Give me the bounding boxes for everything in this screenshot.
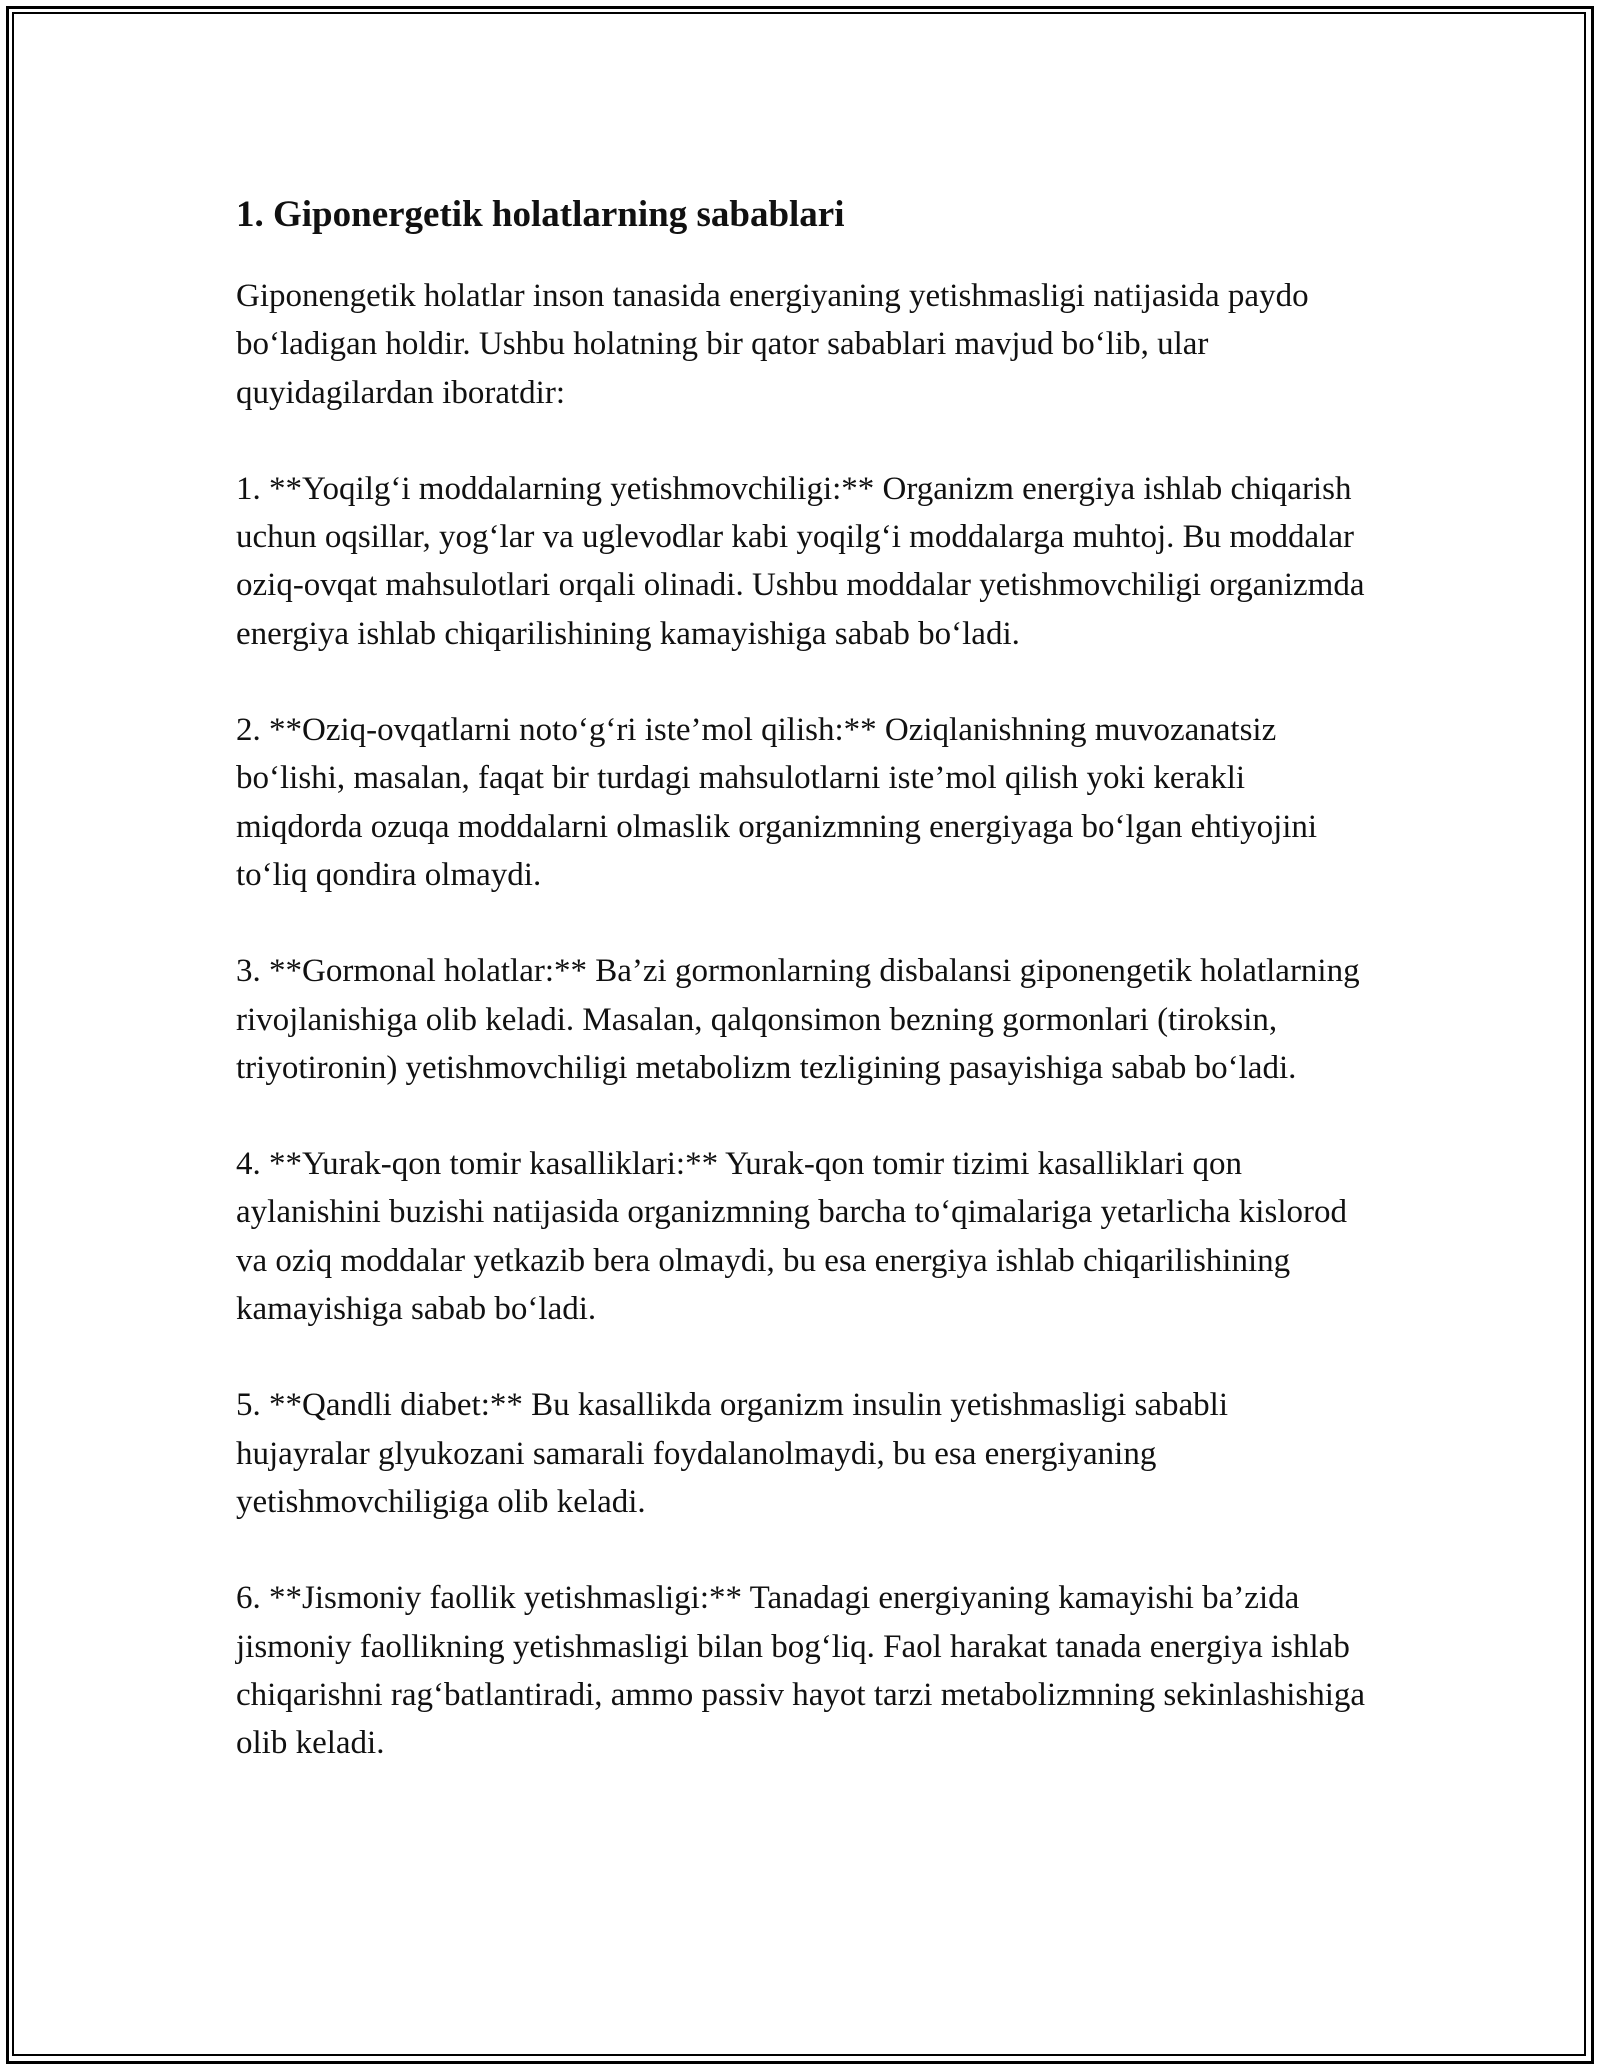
section-heading: 1. Giponergetik holatlarning sabablari (236, 194, 845, 235)
list-item-4: 4. **Yurak-qon tomir kasalliklari:** Yurak-qon tomir tizimi kasalliklari qon aylanishini buzishi natijasida organizmning barcha to‘qimalariga yetarlicha kislorod va oziq moddalar yetkazib bera olmaydi, bu esa energiya ishlab chiqarilishining kamayishiga sabab bo‘ladi. (236, 1146, 1347, 1328)
list-item-5: 5. **Qandli diabet:** Bu kasallikda organizm insulin yetishmasligi sababli hujayralar glyukozani samarali foydalanolmaydi, bu esa energiyaning yetishmovchiligiga olib keladi. (236, 1387, 1228, 1520)
list-item-2: 2. **Oziq-ovqatlarni noto‘g‘ri iste’mol qilish:** Oziqlanishning muvozanatsiz bo‘lishi, masalan, faqat bir turdagi mahsulotlarni iste’mol qilish yoki kerakli miqdorda ozuqa moddalarni olmaslik organizmning energiyaga bo‘lgan ehtiyojini to‘liq qondira olmaydi. (236, 712, 1318, 893)
list-item-1: 1. **Yoqilg‘i moddalarning yetishmovchiligi:** Organizm energiya ishlab chiqarish uchun oqsillar, yog‘lar va uglevodlar kabi yoqilg‘i moddalarga muhtoj. Bu moddalar oziq-ovqat mahsulotlari orqali olinadi. Ushbu moddalar yetishmovchiligi organizmda energiya ishlab chiqarilishining kamayishiga sabab bo‘ladi. (236, 470, 1365, 652)
list-item-6: 6. **Jismoniy faollik yetishmasligi:** Tanadagi energiyaning kamayishi ba’zida jismoniy faollikning yetishmasligi bilan bog‘liq. Faol harakat tanada energiya ishlab chiqarishni rag‘batlantiradi, ammo passiv hayot tarzi metabolizmning sekinlashishiga olib keladi. (236, 1580, 1366, 1762)
document-body (236, 186, 1366, 1767)
intro-paragraph: Giponengetik holatlar inson tanasida energiyaning yetishmasligi natijasida paydo bo‘ladigan holdir. Ushbu holatning bir qator sabablari mavjud bo‘lib, ular quyidagilardan iboratdir: (236, 278, 1309, 411)
list-item-3: 3. **Gormonal holatlar:** Ba’zi gormonlarning disbalansi giponengetik holatlarning rivojlanishiga olib keladi. Masalan, qalqonsimon bezning gormonlari (tiroksin, triyotironin) yetishmovchiligi metabolizm tezligining pasayishiga sabab bo‘ladi. (236, 953, 1360, 1086)
